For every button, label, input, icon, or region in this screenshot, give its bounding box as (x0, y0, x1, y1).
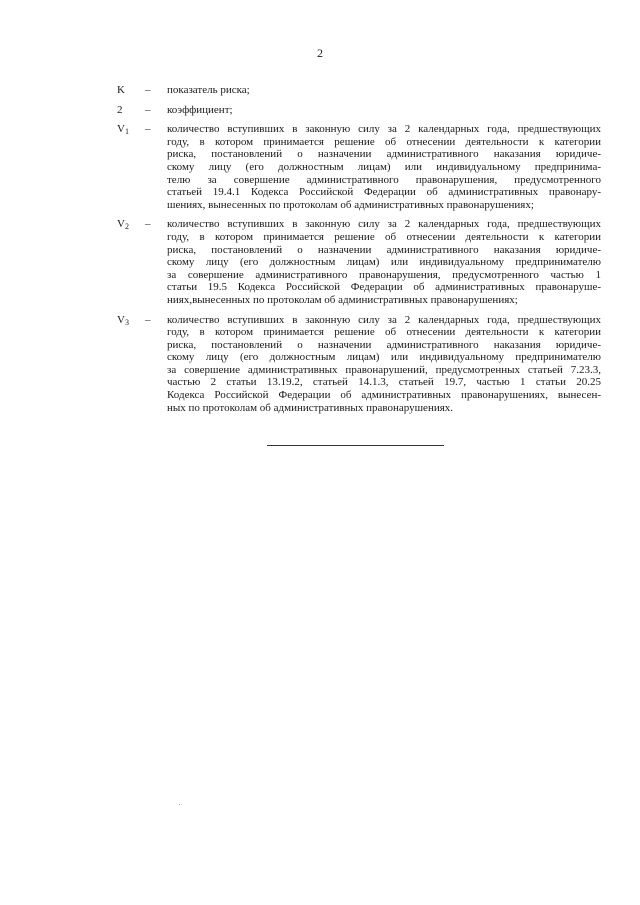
definition-text (167, 314, 601, 415)
definition-text-line: скому лицу (его должностным лицам) или индивидуальному предпринима- (167, 160, 601, 173)
definition-dash: – (145, 84, 151, 96)
definition-symbol (117, 84, 145, 97)
definition-text-line: скому лицу (его должностным лицам) или индивидуальному предпринимателю (167, 351, 601, 364)
definition-text-line: ных по протоколам об административных правонарушениях. (167, 401, 454, 414)
symbol-letter: 2 (117, 103, 123, 116)
definition-text-line: статьи 19.5 Кодекса Российской Федерации об административных правонаруше- (167, 281, 601, 294)
definition-dash: – (145, 103, 151, 116)
end-rule-divider (267, 445, 444, 446)
symbol-letter: V (117, 123, 125, 136)
definition-text-line: телю за совершение административного правонарушения, предусмотренного (167, 173, 601, 186)
page-number: 2 (317, 46, 323, 60)
definition-symbol (117, 104, 145, 117)
scan-speck (179, 804, 180, 805)
definition-symbol (117, 218, 145, 234)
definition-text-line: скому лицу (его должностным лицам) или индивидуальному предпринимателю (167, 256, 601, 269)
definition-item (117, 104, 601, 117)
definition-text (167, 84, 601, 97)
definition-dash: – (145, 313, 151, 326)
definition-text-line: риска, постановлений о назначении административного наказания юридиче- (167, 338, 601, 351)
symbol-subscript: 3 (124, 317, 129, 327)
definition-text-line: за совершение административных правонарушений, предусмотренных статьей 7.23.3, (167, 363, 601, 376)
definition-text-line: году, в котором принимается решение об отнесении деятельности к категории (167, 326, 601, 339)
definition-symbol (117, 123, 145, 139)
definition-text-line: Кодекса Российской Федерации об административных правонарушениях, вынесен- (167, 389, 601, 402)
definition-text-line: риска, постановлений о назначении административного наказания юридиче- (167, 148, 601, 161)
definition-symbol (117, 314, 145, 330)
definition-item (117, 84, 601, 97)
definition-text-line: году, в котором принимается решение об отнесении деятельности к категории (167, 230, 601, 243)
definition-text (167, 104, 601, 117)
symbol-letter: V (117, 218, 125, 231)
symbol-letter: K (117, 84, 125, 96)
definition-item (117, 314, 601, 415)
definition-text-line: риска, постановлений о назначении административного наказания юридиче- (167, 243, 601, 256)
symbol-subscript: 1 (124, 127, 129, 137)
definition-text-line: количество вступивших в законную силу за 2 календарных года, предшествующих (167, 123, 601, 136)
definition-text-line: году, в котором принимается решение об отнесении деятельности к категории (167, 135, 601, 148)
definition-text-line: коэффициент; (167, 103, 233, 116)
definition-text-line: ниях,вынесенных по протоколам об административных правонарушениях; (167, 293, 518, 306)
definition-item (117, 218, 601, 306)
definition-dash: – (145, 123, 151, 136)
definition-text-line: за совершение административного правонарушения, предусмотренного частью 1 (167, 268, 601, 281)
definition-dash: – (145, 218, 151, 231)
definition-text-line: количество вступивших в законную силу за 2 календарных года, предшествующих (167, 313, 601, 326)
definition-item (117, 123, 601, 211)
definitions-list (117, 84, 601, 421)
symbol-letter: V (117, 313, 125, 326)
definition-text-line: шениях, вынесенных по протоколам об административных правонарушениях; (167, 198, 534, 211)
definition-text-line: показатель риска; (167, 84, 250, 96)
definition-text-line: частью 2 статьи 13.19.2, статьей 14.1.3, статьей 19.7, частью 1 статьи 20.25 (167, 376, 601, 389)
definition-text (167, 123, 601, 211)
definition-text-line: статьей 19.4.1 Кодекса Российской Федерации об административных правонару- (167, 186, 601, 199)
definition-text-line: количество вступивших в законную силу за 2 календарных года, предшествующих (167, 218, 601, 231)
symbol-subscript: 2 (124, 222, 129, 232)
definition-text (167, 218, 601, 306)
